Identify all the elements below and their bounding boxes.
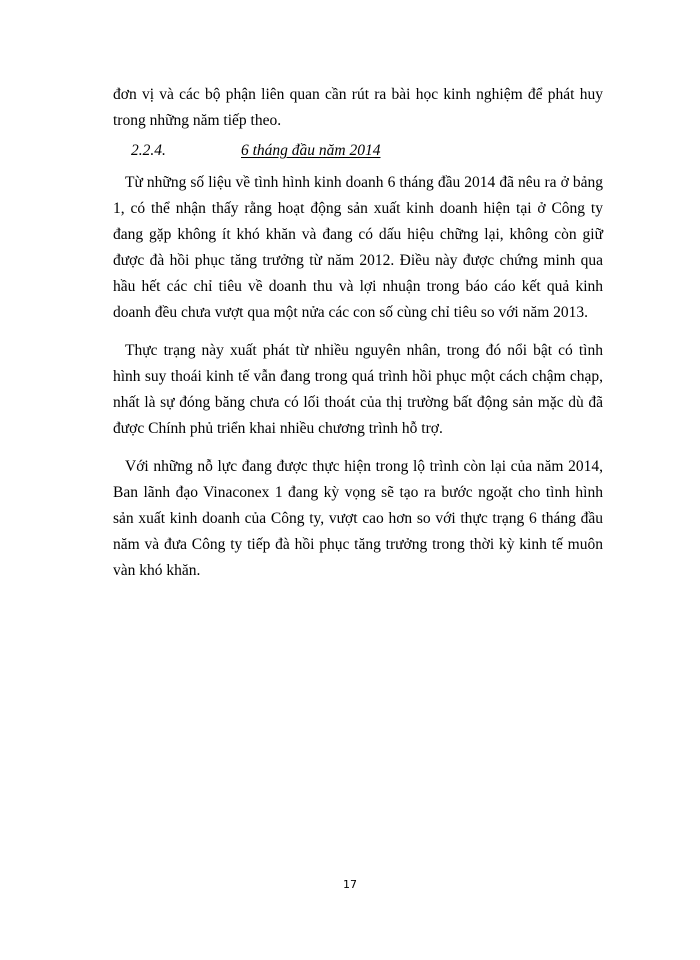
body-paragraph: Thực trạng này xuất phát từ nhiều nguyên nhân, trong đó nổi bật có tình hình suy thoái kinh tế vẫn đang trong quá trình hồi phục một cách chậm chạp, nhất là sự đóng băng chưa có lối thoát của thị trường bất động sản mặc dù đã được Chính phủ triển khai nhiều chương trình hỗ trợ.: [113, 342, 603, 437]
page-content: [113, 82, 603, 596]
page-number: 17: [343, 878, 357, 891]
section-number: 2.2.4.: [131, 142, 166, 159]
section-heading: [131, 138, 603, 164]
intro-paragraph: đơn vị và các bộ phận liên quan cần rút ra bài học kinh nghiệm để phát huy trong những năm tiếp theo.: [113, 86, 603, 129]
body-paragraph: Từ những số liệu về tình hình kinh doanh 6 tháng đầu 2014 đã nêu ra ở bảng 1, có thể nhận thấy rằng hoạt động sản xuất kinh doanh hiện tại ở Công ty đang gặp không ít khó khăn và đang có dấu hiệu chững lại, không còn giữ được đà hồi phục tăng trưởng từ năm 2012. Điều này được chứng minh qua hầu hết các chỉ tiêu về doanh thu và lợi nhuận trong báo cáo kết quả kinh doanh đều chưa vượt qua một nửa các con số cùng chỉ tiêu so với năm 2013.: [113, 174, 603, 321]
section-title: 6 tháng đầu năm 2014: [241, 142, 381, 159]
body-paragraph: Với những nỗ lực đang được thực hiện trong lộ trình còn lại của năm 2014, Ban lãnh đạo Vinaconex 1 đang kỳ vọng sẽ tạo ra bước ngoặt cho tình hình sản xuất kinh doanh của Công ty, vượt cao hơn so với thực trạng 6 tháng đầu năm và đưa Công ty tiếp đà hồi phục tăng trưởng trong thời kỳ kinh tế muôn vàn khó khăn.: [113, 458, 603, 579]
